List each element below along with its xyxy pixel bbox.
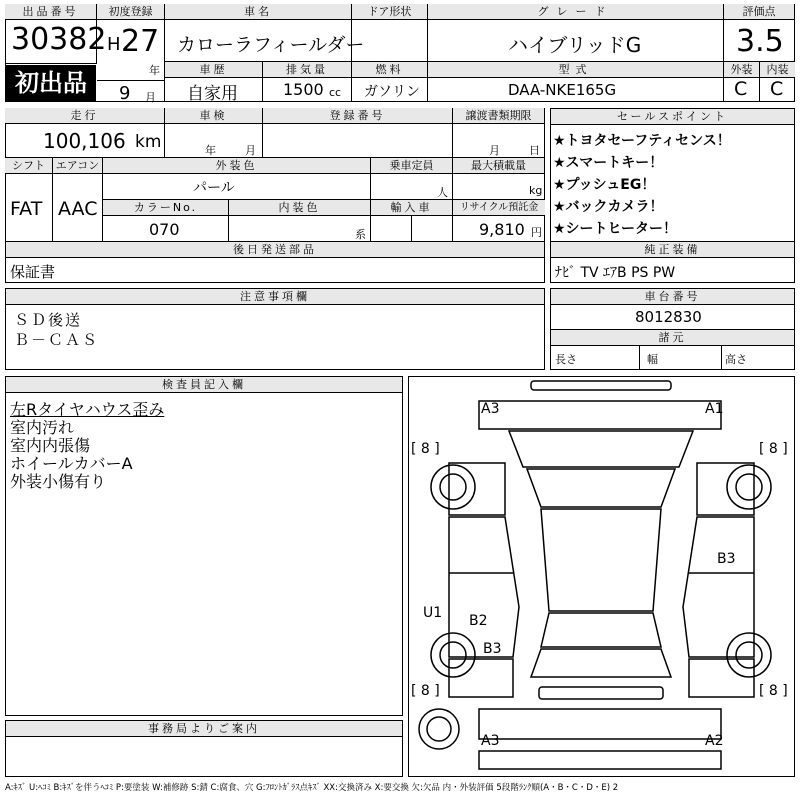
displacement-cell	[263, 62, 352, 102]
inspector-label: 検査員記入欄	[6, 377, 402, 393]
fuel-label: 燃料	[352, 62, 427, 78]
recycle-cell	[453, 200, 545, 242]
selling-point-item: ★シートヒーター！	[553, 221, 677, 237]
model: DAA-NKE165G	[508, 81, 617, 99]
damage-mark: B3	[483, 641, 502, 657]
score-cell	[724, 4, 795, 62]
mileage-cell	[5, 108, 165, 158]
damage-mark: A3	[481, 733, 500, 749]
inspection-year-unit: 年	[205, 144, 216, 157]
max-load-cell	[453, 158, 545, 200]
height-label: 高さ	[725, 353, 747, 366]
damage-mark: A1	[705, 401, 724, 417]
chassis-box	[550, 288, 795, 370]
transfer-cell	[453, 108, 545, 158]
import-cell	[371, 200, 453, 242]
door-label: ドア形状	[352, 4, 427, 20]
month-unit: 月	[145, 91, 156, 104]
selling-points-label: セールスポイント	[551, 109, 794, 125]
car-name-label: 車名	[165, 4, 351, 20]
inspector-line: ホイールカバーA	[10, 454, 133, 473]
ext-color: パール	[193, 180, 235, 196]
displacement: 1500	[283, 80, 324, 99]
mileage: 100,106	[43, 129, 126, 153]
max-load-label: 最大積載量	[453, 158, 544, 174]
fuel-cell	[352, 62, 428, 102]
tread-depth: [ 8 ]	[411, 683, 440, 699]
inspection-cell	[165, 108, 263, 158]
damage-mark: U1	[423, 605, 443, 621]
shift-cell	[5, 158, 53, 242]
genuine-equipment-box	[550, 241, 795, 283]
grade-label: グレード	[428, 4, 723, 20]
fuel: ガソリン	[364, 84, 420, 100]
tread-depth: [ 8 ]	[759, 683, 788, 699]
grade: ハイブリッドG	[508, 33, 642, 57]
shift: FAT	[10, 198, 43, 220]
chassis-number: 8012830	[635, 308, 702, 326]
width-label: 幅	[647, 353, 658, 366]
office-label: 事務局よりご案内	[6, 721, 402, 737]
model-cell	[428, 62, 724, 102]
transfer-month-unit: 月	[489, 144, 500, 157]
car-diagram	[409, 377, 794, 776]
mileage-unit: km	[135, 132, 162, 152]
tread-depth: [ 8 ]	[759, 441, 788, 457]
displacement-unit: cc	[329, 86, 342, 99]
lot-number-label: 出品番号	[5, 4, 96, 20]
displacement-label: 排気量	[263, 62, 351, 78]
color-no: 070	[149, 220, 180, 239]
mileage-label: 走行	[5, 108, 164, 124]
selling-points-box	[550, 108, 795, 242]
ac-label: エアコン	[53, 158, 102, 174]
recycle-unit: 円	[531, 226, 542, 239]
int-color-cell	[229, 200, 371, 242]
interior-grade-cell	[760, 62, 795, 102]
ac-cell	[53, 158, 103, 242]
history: 自家用	[187, 84, 238, 104]
int-color-unit: 系	[355, 228, 366, 241]
first-reg-cell	[97, 4, 165, 102]
later-parts-box	[5, 241, 545, 283]
ac: AAC	[58, 198, 98, 220]
chassis-label: 車台番号	[551, 289, 794, 305]
notes-label: 注意事項欄	[6, 289, 544, 305]
recycle-label: リサイクル預託金	[453, 200, 545, 216]
history-cell	[165, 62, 263, 102]
inspector-line: 左Rタイヤハウス歪み	[10, 400, 165, 419]
selling-point-item: ★プッシュEG！	[553, 177, 656, 193]
import-label: 輸入車	[371, 200, 452, 216]
car-name-cell	[165, 4, 365, 62]
transfer-label: 譲渡書類期限	[453, 108, 544, 124]
capacity-cell	[371, 158, 453, 200]
capacity-unit: 人	[437, 186, 448, 199]
genuine-equipment-value: ﾅﾋﾞ TV ｴｱB PS PW	[555, 265, 676, 281]
selling-point-item: ★バックカメラ！	[553, 199, 664, 215]
int-color-label: 内装色	[229, 200, 370, 216]
ext-color-label: 外装色	[103, 158, 370, 174]
history-label: 車歴	[165, 62, 262, 78]
inspection-month-unit: 月	[245, 144, 256, 157]
reg-number-label: 登録番号	[263, 108, 452, 124]
color-no-cell	[103, 200, 229, 242]
dims-label: 諸元	[551, 329, 794, 346]
damage-mark: B2	[469, 613, 488, 629]
model-label: 型式	[428, 62, 723, 78]
damage-mark: A2	[705, 733, 724, 749]
first-reg-label: 初度登録	[97, 4, 164, 20]
reg-month: 9	[119, 83, 131, 104]
inspector-line: 室内内張傷	[10, 436, 91, 455]
door-cell	[352, 4, 428, 62]
notes-line: Ｂ－ＣＡＳ	[14, 331, 100, 349]
transfer-day-unit: 日	[529, 144, 540, 157]
interior-label: 内装	[760, 62, 795, 78]
exterior-grade-cell	[724, 62, 760, 102]
shift-label: シフト	[5, 158, 52, 174]
selling-point-item: ★トヨタセーフティセンス！	[553, 133, 731, 149]
car-diagram-box	[408, 376, 795, 777]
inspector-box	[5, 376, 403, 716]
first-listing-badge: 初出品	[6, 65, 96, 101]
damage-mark: A3	[481, 401, 500, 417]
interior-grade: C	[770, 78, 784, 100]
genuine-equipment-label: 純正装備	[551, 242, 794, 258]
car-name: カローラフィールダー	[177, 34, 365, 56]
ext-color-cell	[103, 158, 371, 200]
notes-box	[5, 288, 545, 370]
lot-number: 30382	[11, 22, 107, 57]
selling-point-item: ★スマートキー！	[553, 155, 664, 171]
year-unit: 年	[149, 64, 160, 77]
inspection-label: 車検	[165, 108, 262, 124]
capacity-label: 乗車定員	[371, 158, 452, 174]
later-parts-value: 保証書	[10, 263, 56, 281]
legend: A:ｷｽﾞ U:ﾍｺﾐ B:ｷｽﾞを伴うﾍｺﾐ P:要塗装 W:補修跡 S:錆 C:腐食、穴 G:ﾌﾛﾝﾄｶﾞﾗｽ点ｷｽﾞ XX:交換済み X:要交換 欠:欠品 内・外装評価 5段階ﾗﾝｸ順(A・B・C・D・E) 2	[5, 783, 619, 793]
inspector-line: 外装小傷有り	[10, 472, 107, 491]
lot-number-cell	[5, 4, 107, 64]
max-load-unit: kg	[529, 184, 543, 197]
office-box	[5, 720, 403, 777]
damage-mark: B3	[717, 551, 736, 567]
color-no-label: カラーNo.	[103, 200, 228, 216]
reg-year: 27	[121, 24, 160, 59]
exterior-grade: C	[734, 78, 748, 100]
tread-depth: [ 8 ]	[411, 441, 440, 457]
era: H	[107, 34, 121, 55]
reg-number-cell	[263, 108, 453, 158]
grade-cell	[428, 4, 724, 62]
inspector-line: 室内汚れ	[10, 418, 75, 437]
length-label: 長さ	[555, 353, 577, 366]
score-label: 評価点	[724, 4, 794, 20]
recycle: 9,810	[479, 220, 525, 239]
later-parts-label: 後日発送部品	[6, 242, 544, 258]
exterior-label: 外装	[724, 62, 759, 78]
score: 3.5	[736, 24, 784, 59]
notes-line: ＳＤ後送	[14, 311, 83, 329]
